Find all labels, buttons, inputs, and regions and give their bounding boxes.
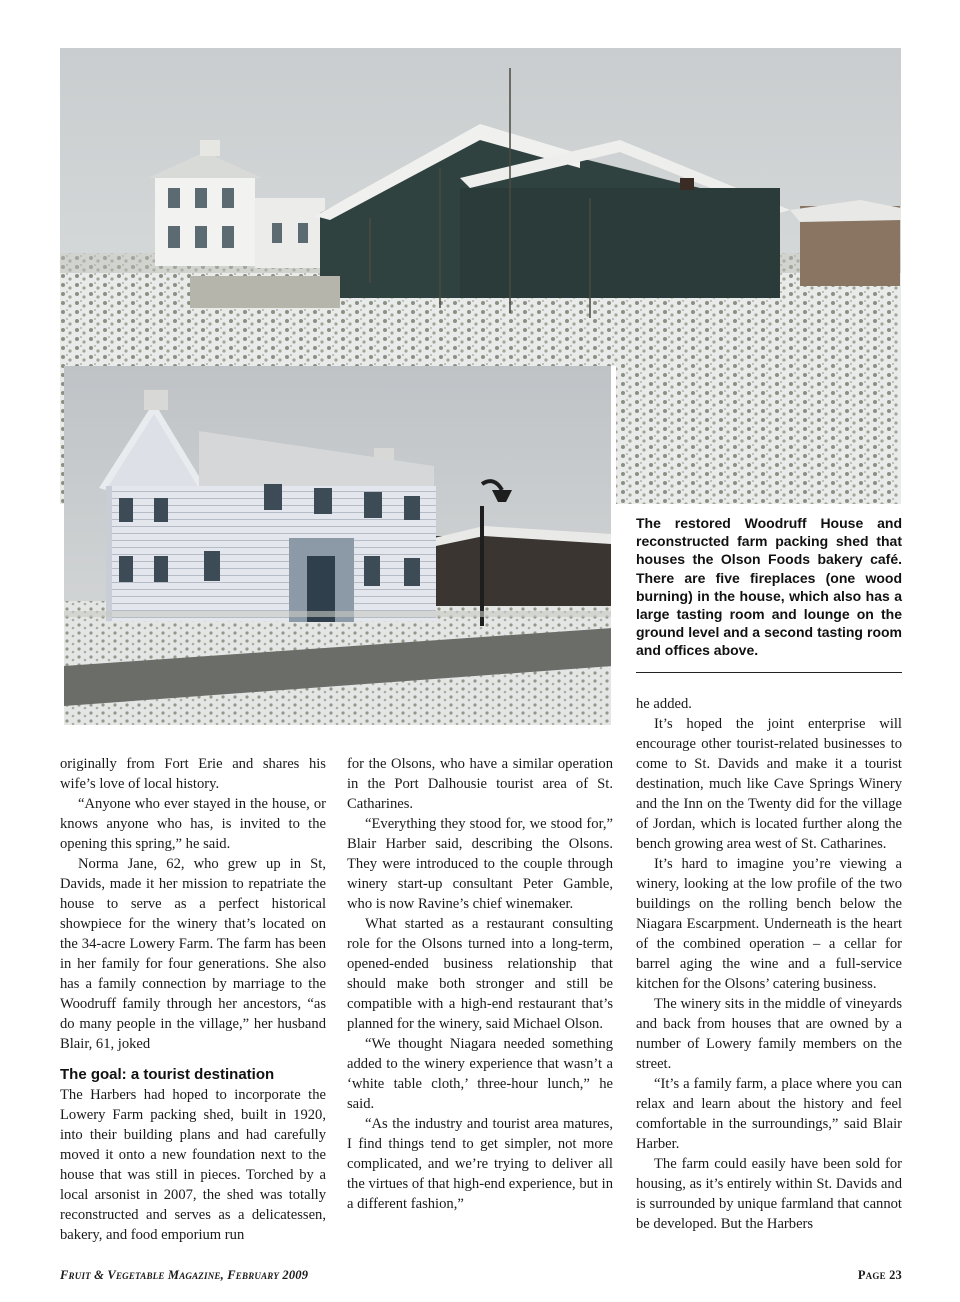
paragraph: “Anyone who ever stayed in the house, or knows anyone who has, is invited to the opening this spring,” he said.	[60, 796, 326, 852]
paragraph: Norma Jane, 62, who grew up in St, Davids, made it her mission to repatriate the house to serve as a perfect historical showpiece for the winery that’s located on the 34-acre Lowery Farm. The farm has been in her family for four generations. She also has a family connection by marriage to the Woodruff family through her ancestors, “as do many people in the village,” her husband Blair, 61, joked	[60, 856, 326, 1052]
text-column-3	[636, 694, 902, 1234]
paragraph: for the Olsons, who have a similar operation in the Port Dalhousie tourist area of St. Catharines.	[347, 756, 613, 812]
paragraph: What started as a restaurant consulting role for the Olsons turned into a long-term, opened-ended business relationship that should make both stronger and still be compatible with a high-end restaurant that’s planned for the winery, said Michael Olson.	[347, 916, 613, 1032]
paragraph: It’s hoped the joint enterprise will encourage other tourist-related businesses to come to St. Davids and make it a tourist destination, much like Cave Springs Winery and the Inn on the Twenty did for the village of Jordan, which is located further along the bench growing area west of St. Catharines.	[636, 716, 902, 852]
paragraph: The farm could easily have been sold for housing, as it’s entirely within St. Davids and is surrounded by unique farmland that cannot be developed. But the Harbers	[636, 1156, 902, 1232]
paragraph: originally from Fort Erie and shares his wife’s love of local history.	[60, 756, 326, 792]
text-column-1	[60, 754, 326, 1245]
paragraph: The winery sits in the middle of vineyards and back from houses that are owned by a number of Lowery family members on the street.	[636, 996, 902, 1072]
section-subhead: The goal: a tourist destination	[60, 1066, 275, 1083]
footer-publication: Fruit & Vegetable Magazine, February 2009	[60, 1268, 309, 1282]
paragraph: “We thought Niagara needed something added to the winery experience that wasn’t a ‘white table cloth,’ three-hour lunch,” he said.	[347, 1036, 613, 1112]
text-column-2	[347, 754, 613, 1214]
paragraph: The Harbers had hoped to incorporate the Lowery Farm packing shed, built in 1920, into their building plans and had carefully moved it onto a new foundation next to the house that was still in pieces. Torched by a local arsonist in 2007, the shed was totally reconstructed and serves as a delicatessen, bakery, and food emporium run	[60, 1087, 326, 1243]
paragraph: It’s hard to imagine you’re viewing a winery, looking at the low profile of the two buildings on the rolling bench below the Niagara Escarpment. Underneath is the heart of the combined operation – a cellar for barrel aging the wine and a full-service kitchen for the Olsons’ catering business.	[636, 856, 902, 992]
photo-caption: The restored Woodruff House and reconstructed farm packing shed that houses the Olson Foods bakery café. There are five fireplaces (one wood burning) in the house, which also has a large tasting room and lounge on the ground level and a second tasting room and offices above.	[636, 515, 902, 659]
footer-page-number: Page 23	[857, 1268, 902, 1282]
paragraph: “As the industry and tourist area matures, I find things tend to get simpler, not more complicated, and we’re trying to deliver all the virtues of that high-end experience, but in a different fashion,”	[347, 1116, 613, 1212]
paragraph: “Everything they stood for, we stood for,” Blair Harber said, describing the Olsons. They were introduced to the couple through winery start-up consultant Peter Gamble, who is now Ravine’s chief winemaker.	[347, 816, 613, 912]
paragraph: he added.	[636, 696, 692, 712]
inset-photo	[64, 366, 616, 730]
caption-divider	[636, 672, 902, 673]
paragraph: “It’s a family farm, a place where you can relax and learn about the history and feel comfortable in the surroundings,” said Blair Harber.	[636, 1076, 902, 1152]
